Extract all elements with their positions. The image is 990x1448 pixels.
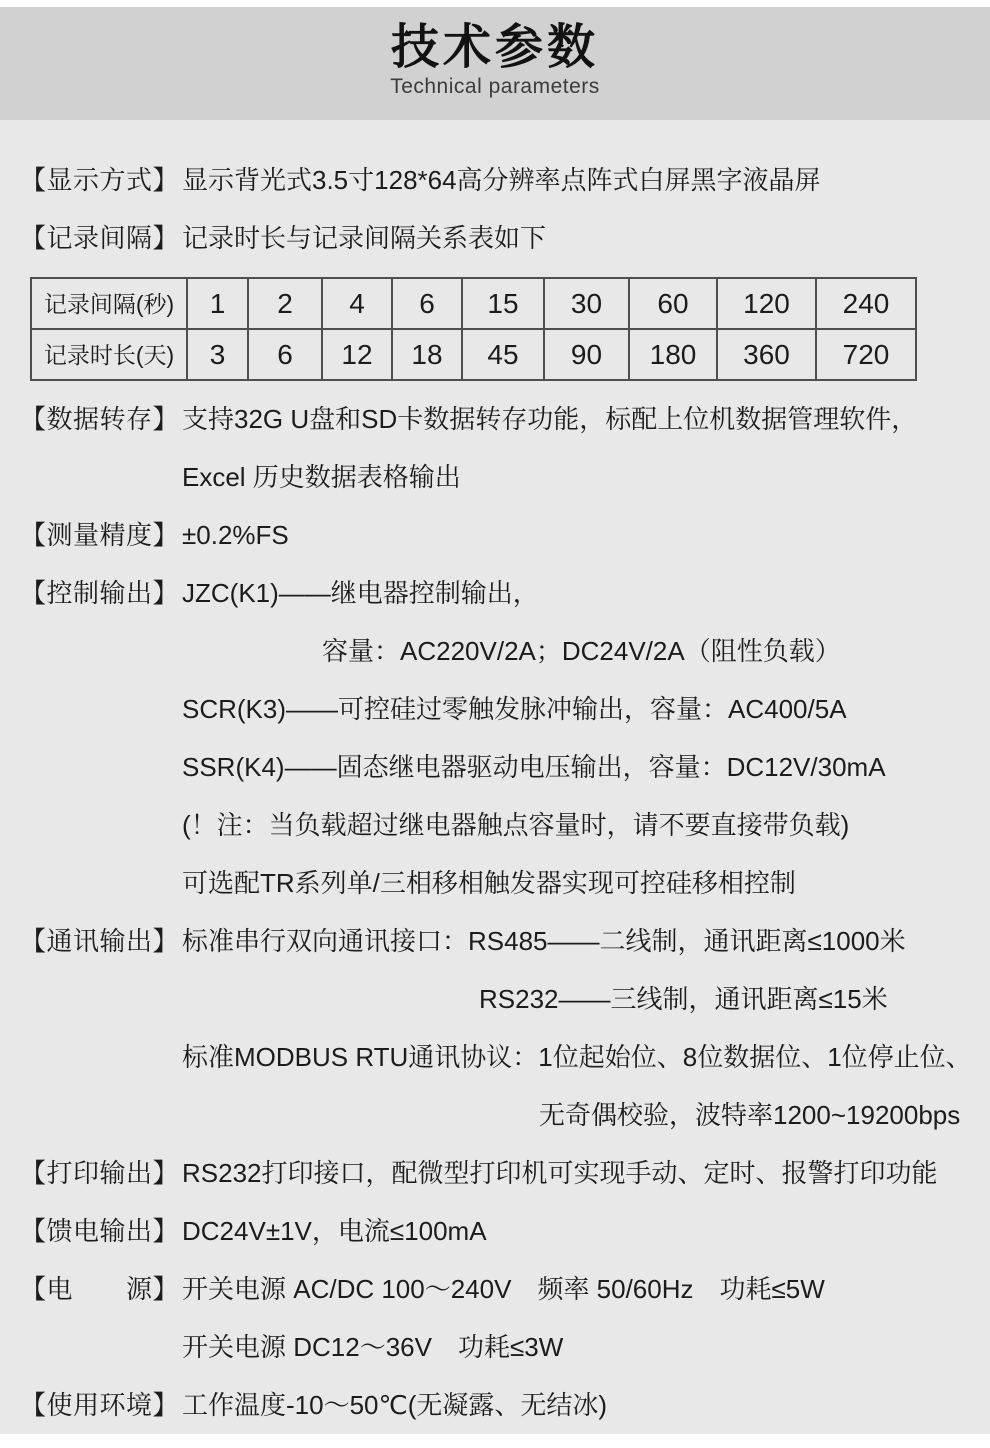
value-cell: 4	[322, 278, 392, 329]
spec-line: Excel 历史数据表格输出	[182, 462, 461, 492]
spec-row-accuracy	[20, 520, 970, 578]
spec-line: 开关电源 AC/DC 100～240V 频率 50/60Hz 功耗≤5W	[182, 1274, 825, 1304]
spec-row-environment	[20, 1390, 970, 1448]
value-cell: 2	[248, 278, 322, 329]
record-interval-table	[30, 277, 917, 381]
value-cell: 3	[187, 329, 248, 380]
spec-line: 显示背光式3.5寸128*64高分辨率点阵式白屏黑字液晶屏	[182, 165, 821, 195]
spec-row-data-transfer	[20, 404, 970, 520]
value-cell: 6	[392, 278, 462, 329]
spec-line: ±0.2%FS	[182, 520, 289, 550]
row-header-cell: 记录间隔(秒)	[31, 278, 187, 329]
spec-line: SCR(K3)——可控硅过零触发脉冲输出，容量：AC400/5A	[182, 694, 847, 724]
value-cell: 240	[816, 278, 916, 329]
spec-line: 标准MODBUS RTU通讯协议：1位起始位、8位数据位、1位停止位、	[182, 1042, 972, 1072]
spec-label: 【通讯输出】	[20, 926, 180, 956]
spec-line: RS232打印接口，配微型打印机可实现手动、定时、报警打印功能	[182, 1158, 938, 1188]
spec-label: 【馈电输出】	[20, 1216, 180, 1246]
page-subtitle: Technical parameters	[390, 75, 600, 98]
row-header-cell: 记录时长(天)	[31, 329, 187, 380]
value-cell: 360	[717, 329, 816, 380]
spec-line: RS232——三线制，通讯距离≤15米	[479, 984, 888, 1014]
value-cell: 18	[392, 329, 462, 380]
spec-line: 可选配TR系列单/三相移相触发器实现可控硅移相控制	[182, 868, 796, 898]
spec-row-print-output	[20, 1158, 970, 1216]
table-row	[31, 278, 916, 329]
value-cell: 90	[544, 329, 629, 380]
top-strip	[0, 0, 990, 7]
table-row	[31, 329, 916, 380]
spec-row-control-output	[20, 578, 970, 926]
value-cell: 12	[322, 329, 392, 380]
spec-line: DC24V±1V，电流≤100mA	[182, 1216, 487, 1246]
spec-list	[0, 120, 990, 1448]
spec-line: 无奇偶校验，波特率1200~19200bps	[539, 1100, 961, 1130]
spec-label: 【打印输出】	[20, 1158, 180, 1188]
spec-label: 【数据转存】	[20, 404, 180, 434]
spec-row-comm-output	[20, 926, 970, 1158]
spec-label: 【使用环境】	[20, 1390, 180, 1420]
spec-line: 开关电源 DC12～36V 功耗≤3W	[182, 1332, 564, 1362]
spec-line: JZC(K1)——继电器控制输出，	[182, 578, 539, 608]
spec-line: 支持32G U盘和SD卡数据转存功能，标配上位机数据管理软件，	[182, 404, 918, 434]
spec-line: 记录时长与记录间隔关系表如下	[182, 223, 547, 253]
spec-row-record-interval	[20, 223, 970, 281]
spec-label: 【显示方式】	[20, 165, 180, 195]
value-cell: 180	[629, 329, 717, 380]
value-cell: 45	[462, 329, 544, 380]
spec-line: 工作温度-10～50℃(无凝露、无结冰)	[182, 1390, 608, 1420]
spec-line: 容量：AC220V/2A；DC24V/2A（阻性负载）	[322, 636, 841, 666]
spec-row-power-feed-output	[20, 1216, 970, 1274]
spec-label: 【控制输出】	[20, 578, 180, 608]
spec-row-power-supply	[20, 1274, 970, 1390]
header-banner	[0, 7, 990, 120]
spec-label: 【电 源】	[20, 1274, 180, 1304]
value-cell: 60	[629, 278, 717, 329]
spec-line: 标准串行双向通讯接口：RS485——二线制，通讯距离≤1000米	[182, 926, 906, 956]
value-cell: 6	[248, 329, 322, 380]
value-cell: 720	[816, 329, 916, 380]
value-cell: 15	[462, 278, 544, 329]
value-cell: 1	[187, 278, 248, 329]
spec-label: 【测量精度】	[20, 520, 180, 550]
spec-row-display-mode	[20, 165, 970, 223]
page-title: 技术参数	[390, 21, 599, 74]
spec-label: 【记录间隔】	[20, 223, 180, 253]
spec-line: (！注：当负载超过继电器触点容量时，请不要直接带负载)	[182, 810, 850, 840]
spec-line: SSR(K4)——固态继电器驱动电压输出，容量：DC12V/30mA	[182, 752, 886, 782]
value-cell: 120	[717, 278, 816, 329]
value-cell: 30	[544, 278, 629, 329]
